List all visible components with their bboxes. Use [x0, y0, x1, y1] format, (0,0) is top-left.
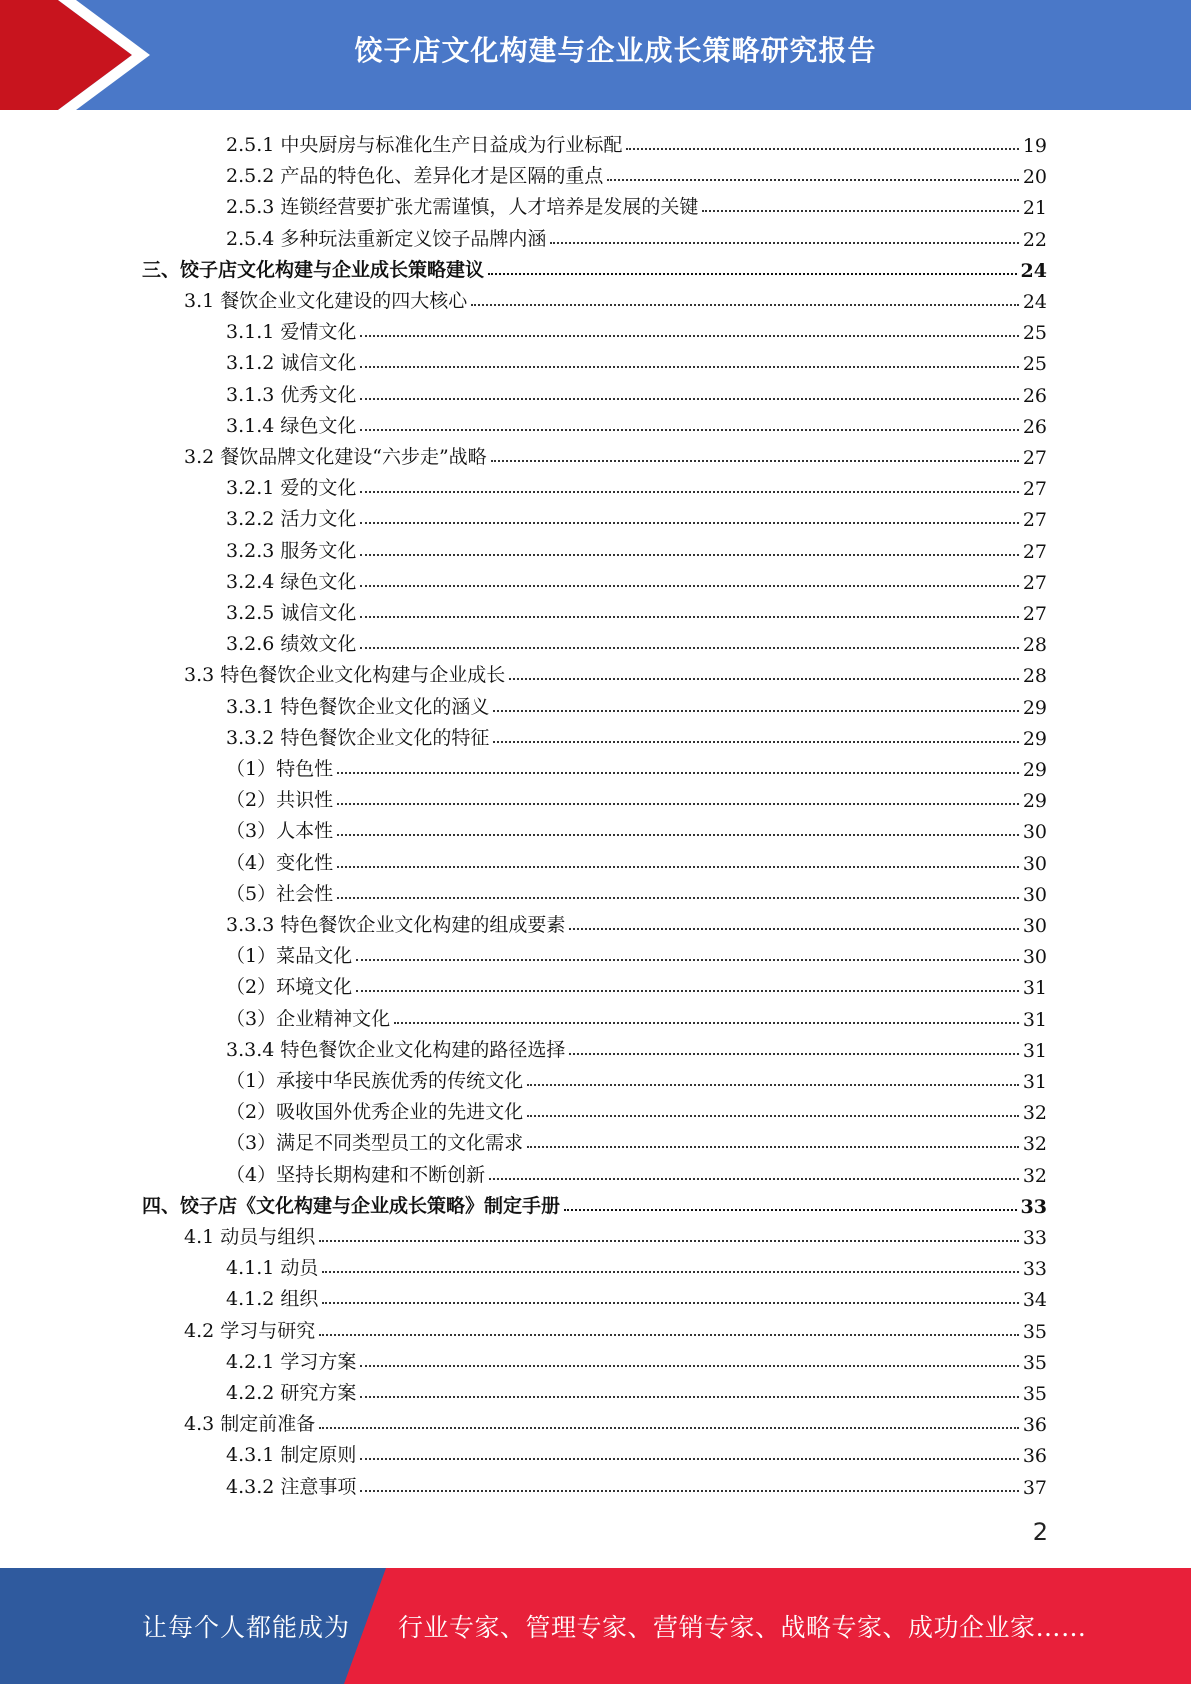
toc-entry[interactable]	[226, 1124, 1047, 1155]
toc-entry-page: 22	[1022, 228, 1047, 251]
toc-entry-page: 27	[1022, 540, 1047, 563]
toc-entry-label: 4.3.1 制定原则	[226, 1444, 357, 1467]
toc-entry-page: 30	[1022, 915, 1047, 937]
toc-entry-page: 21	[1022, 197, 1047, 220]
toc-dot-leader	[337, 772, 1019, 774]
toc-entry[interactable]	[226, 126, 1047, 157]
toc-dot-leader	[360, 585, 1018, 587]
toc-dot-leader	[337, 803, 1019, 805]
toc-entry-label: 3.3.4 特色餐饮企业文化构建的路径选择	[226, 1038, 566, 1061]
toc-entry-label: 3.3.1 特色餐饮企业文化的涵义	[226, 695, 490, 718]
toc-entry-page: 24	[1022, 291, 1047, 313]
toc-dot-leader	[360, 554, 1018, 556]
toc-entry-page: 34	[1022, 1289, 1047, 1312]
toc-entry-page: 32	[1022, 1102, 1047, 1125]
toc-dot-leader	[626, 148, 1018, 150]
toc-dot-leader	[360, 366, 1018, 368]
toc-entry[interactable]	[184, 438, 1047, 469]
toc-entry-page: 19	[1022, 135, 1047, 157]
toc-entry-page: 26	[1022, 384, 1047, 407]
toc-entry-page: 32	[1022, 1133, 1047, 1156]
toc-entry-label: 4.3.2 注意事项	[226, 1475, 357, 1498]
page-number: 2	[1032, 1518, 1048, 1546]
toc-entry-label: 3.2.1 爱的文化	[226, 477, 357, 500]
toc-entry-label: （4）坚持长期构建和不断创新	[226, 1163, 486, 1186]
toc-dot-leader	[322, 1302, 1018, 1304]
toc-dot-leader	[360, 1458, 1018, 1460]
toc-entry-page: 31	[1022, 1039, 1047, 1062]
toc-entry[interactable]	[226, 1343, 1047, 1374]
toc-entry-label: 2.5.2 产品的特色化、差异化才是区隔的重点	[226, 165, 604, 188]
toc-dot-leader	[337, 897, 1019, 899]
toc-entry[interactable]	[226, 469, 1047, 500]
toc-entry-label: 三、饺子店文化构建与企业成长策略建议	[142, 258, 485, 281]
toc-dot-leader	[337, 866, 1019, 868]
toc-entry[interactable]	[226, 1468, 1047, 1499]
toc-entry-label: 2.5.3 连锁经营要扩张尤需谨慎，人才培养是发展的关键	[226, 196, 699, 219]
footer-slogan-right: 行业专家、管理专家、营销专家、战略专家、成功企业家……	[398, 1613, 1087, 1642]
toc-entry-page: 28	[1022, 665, 1047, 688]
page-footer	[0, 1568, 1191, 1684]
toc-dot-leader	[527, 1146, 1019, 1148]
toc-entry[interactable]	[226, 532, 1047, 563]
toc-entry-label: 3.1.4 绿色文化	[226, 414, 357, 437]
toc-entry-page: 32	[1022, 1164, 1047, 1187]
toc-entry-page: 29	[1022, 727, 1047, 750]
toc-entry-label: （2）共识性	[226, 789, 334, 812]
toc-entry-page: 20	[1022, 166, 1047, 189]
toc-entry-page: 27	[1022, 478, 1047, 501]
toc-entry-page: 29	[1022, 696, 1047, 719]
toc-entry[interactable]	[226, 844, 1047, 875]
toc-entry[interactable]	[226, 344, 1047, 375]
toc-entry-label: 四、饺子店《文化构建与企业成长策略》制定手册	[142, 1194, 561, 1217]
toc-entry[interactable]	[226, 1031, 1047, 1062]
toc-entry-label: 2.5.1 中央厨房与标准化生产日益成为行业标配	[226, 134, 623, 156]
toc-entry[interactable]	[226, 625, 1047, 656]
toc-entry-label: （2）环境文化	[226, 976, 353, 999]
toc-entry[interactable]	[226, 1093, 1047, 1124]
toc-entry-page: 26	[1022, 415, 1047, 438]
toc-entry-label: 3.3.2 特色餐饮企业文化的特征	[226, 726, 490, 749]
toc-dot-leader	[550, 242, 1018, 244]
toc-entry-page: 31	[1022, 1071, 1047, 1093]
toc-entry[interactable]	[226, 407, 1047, 438]
toc-dot-leader	[564, 1209, 1017, 1211]
toc-entry-page: 27	[1022, 509, 1047, 532]
toc-entry-label: 3.2.5 诚信文化	[226, 602, 357, 624]
toc-entry-label: 4.1 动员与组织	[184, 1226, 316, 1248]
toc-dot-leader	[493, 741, 1018, 743]
toc-entry-label: 3.3 特色餐饮企业文化构建与企业成长	[184, 664, 506, 687]
toc-entry-label: 3.2.4 绿色文化	[226, 570, 357, 593]
toc-dot-leader	[360, 1490, 1018, 1492]
toc-entry[interactable]	[226, 937, 1047, 968]
toc-dot-leader	[569, 1053, 1018, 1055]
toc-entry-page: 35	[1022, 1383, 1047, 1405]
toc-entry[interactable]	[226, 1156, 1047, 1187]
toc-dot-leader	[360, 491, 1018, 493]
toc-dot-leader	[569, 928, 1018, 930]
toc-entry-label: （3）满足不同类型员工的文化需求	[226, 1132, 524, 1155]
toc-entry-label: （5）社会性	[226, 882, 334, 905]
toc-entry-page: 30	[1022, 883, 1047, 906]
toc-entry[interactable]	[226, 157, 1047, 188]
toc-dot-leader	[360, 398, 1018, 400]
toc-dot-leader	[337, 834, 1019, 836]
toc-dot-leader	[360, 429, 1018, 431]
toc-entry-label: 4.2 学习与研究	[184, 1319, 316, 1342]
toc-entry-page: 35	[1022, 1351, 1047, 1374]
toc-entry-page: 28	[1022, 634, 1047, 657]
toc-entry[interactable]	[226, 313, 1047, 344]
toc-entry-label: 3.2.2 活力文化	[226, 508, 357, 531]
toc-entry-page: 31	[1022, 1008, 1047, 1031]
toc-entry-page: 25	[1022, 322, 1047, 345]
toc-dot-leader	[360, 1396, 1018, 1398]
toc-entry[interactable]	[142, 251, 1047, 282]
toc-dot-leader	[607, 179, 1018, 181]
toc-entry-label: 3.3.3 特色餐饮企业文化构建的组成要素	[226, 914, 566, 936]
toc-entry[interactable]	[226, 1062, 1047, 1093]
toc-dot-leader	[322, 1271, 1018, 1273]
toc-entry[interactable]	[226, 1249, 1047, 1280]
toc-entry-label: （3）人本性	[226, 820, 334, 843]
toc-entry-label: 4.1.2 组织	[226, 1288, 319, 1311]
toc-entry[interactable]	[226, 781, 1047, 812]
toc-entry-page: 35	[1022, 1320, 1047, 1343]
toc-entry[interactable]	[226, 1436, 1047, 1467]
toc-entry-label: 3.2 餐饮品牌文化建设“六步走”战略	[184, 446, 487, 468]
toc-entry-label: （1）菜品文化	[226, 945, 353, 968]
toc-entry-label: 3.1.3 优秀文化	[226, 383, 357, 406]
toc-entry[interactable]	[184, 282, 1047, 313]
toc-dot-leader	[356, 959, 1019, 961]
toc-entry[interactable]	[226, 1000, 1047, 1031]
toc-entry-page: 27	[1022, 603, 1047, 625]
toc-dot-leader	[527, 1115, 1019, 1117]
toc-entry[interactable]	[226, 188, 1047, 219]
toc-entry-label: 3.2.6 绩效文化	[226, 633, 357, 656]
toc-entry-page: 30	[1022, 946, 1047, 969]
toc-entry[interactable]	[226, 220, 1047, 251]
toc-entry-page: 31	[1022, 977, 1047, 1000]
toc-entry[interactable]	[226, 968, 1047, 999]
toc-entry[interactable]	[226, 688, 1047, 719]
toc-entry-page: 33	[1022, 1258, 1047, 1281]
toc-entry-label: 3.1 餐饮企业文化建设的四大核心	[184, 290, 468, 312]
toc-entry-label: （4）变化性	[226, 851, 334, 874]
toc-entry-label: （1）承接中华民族优秀的传统文化	[226, 1070, 524, 1092]
toc-entry-label: 3.1.1 爱情文化	[226, 321, 357, 344]
toc-dot-leader	[360, 335, 1018, 337]
toc-entry-page: 36	[1022, 1414, 1047, 1437]
toc-entry-page: 25	[1022, 353, 1047, 376]
toc-entry-label: 3.2.3 服务文化	[226, 539, 357, 562]
toc-dot-leader	[360, 1365, 1018, 1367]
toc-entry[interactable]	[184, 1405, 1047, 1436]
toc-dot-leader	[509, 678, 1019, 680]
toc-dot-leader	[527, 1084, 1019, 1086]
toc-entry[interactable]	[226, 594, 1047, 625]
toc-entry[interactable]	[142, 1187, 1047, 1218]
toc-entry-page: 29	[1022, 759, 1047, 781]
toc-entry[interactable]	[226, 376, 1047, 407]
report-title: 饺子店文化构建与企业成长策略研究报告	[354, 34, 877, 67]
toc-dot-leader	[319, 1427, 1019, 1429]
toc-dot-leader	[356, 990, 1019, 992]
toc-entry-page: 30	[1022, 852, 1047, 875]
toc-entry-label: （3）企业精神文化	[226, 1007, 391, 1030]
footer-slogan-left: 让每个人都能成为	[142, 1613, 351, 1642]
toc-entry[interactable]	[226, 875, 1047, 906]
toc-dot-leader	[319, 1240, 1019, 1242]
toc-entry-page: 37	[1022, 1476, 1047, 1499]
toc-dot-leader	[489, 1178, 1019, 1180]
toc-entry-label: 4.3 制定前准备	[184, 1413, 316, 1436]
toc-entry[interactable]	[226, 563, 1047, 594]
toc-entry-label: （2）吸收国外优秀企业的先进文化	[226, 1101, 524, 1124]
toc-entry-label: 4.2.2 研究方案	[226, 1382, 357, 1404]
toc-entry[interactable]	[184, 1312, 1047, 1343]
toc-entry-page: 30	[1022, 821, 1047, 844]
toc-entry[interactable]	[226, 812, 1047, 843]
toc-dot-leader	[491, 460, 1019, 462]
toc-entry-page: 24	[1020, 259, 1047, 282]
toc-entry[interactable]	[226, 906, 1047, 937]
toc-entry[interactable]	[226, 1374, 1047, 1405]
toc-dot-leader	[394, 1022, 1019, 1024]
toc-dot-leader	[471, 304, 1019, 306]
toc-entry-page: 27	[1022, 447, 1047, 469]
toc-entry-page: 33	[1022, 1227, 1047, 1249]
page-header	[0, 0, 1191, 110]
toc-entry-label: （1）特色性	[226, 758, 334, 780]
toc-entry-page: 36	[1022, 1445, 1047, 1468]
toc-entry[interactable]	[184, 656, 1047, 687]
toc-entry[interactable]	[184, 1218, 1047, 1249]
toc-dot-leader	[360, 522, 1018, 524]
toc-dot-leader	[702, 210, 1018, 212]
toc-entry-label: 3.1.2 诚信文化	[226, 352, 357, 375]
toc-dot-leader	[488, 273, 1017, 275]
toc-entry[interactable]	[226, 719, 1047, 750]
toc-dot-leader	[319, 1334, 1019, 1336]
toc-entry-page: 29	[1022, 790, 1047, 813]
toc-entry[interactable]	[226, 750, 1047, 781]
toc-entry-label: 4.1.1 动员	[226, 1257, 319, 1280]
toc-entry-label: 2.5.4 多种玩法重新定义饺子品牌内涵	[226, 227, 547, 250]
toc-entry[interactable]	[226, 1280, 1047, 1311]
toc-dot-leader	[493, 710, 1018, 712]
toc-entry-page: 27	[1022, 571, 1047, 594]
toc-entry-label: 4.2.1 学习方案	[226, 1350, 357, 1373]
toc-dot-leader	[360, 647, 1018, 649]
toc-entry-page: 33	[1020, 1195, 1047, 1218]
toc-dot-leader	[360, 616, 1018, 618]
toc-entry[interactable]	[226, 500, 1047, 531]
